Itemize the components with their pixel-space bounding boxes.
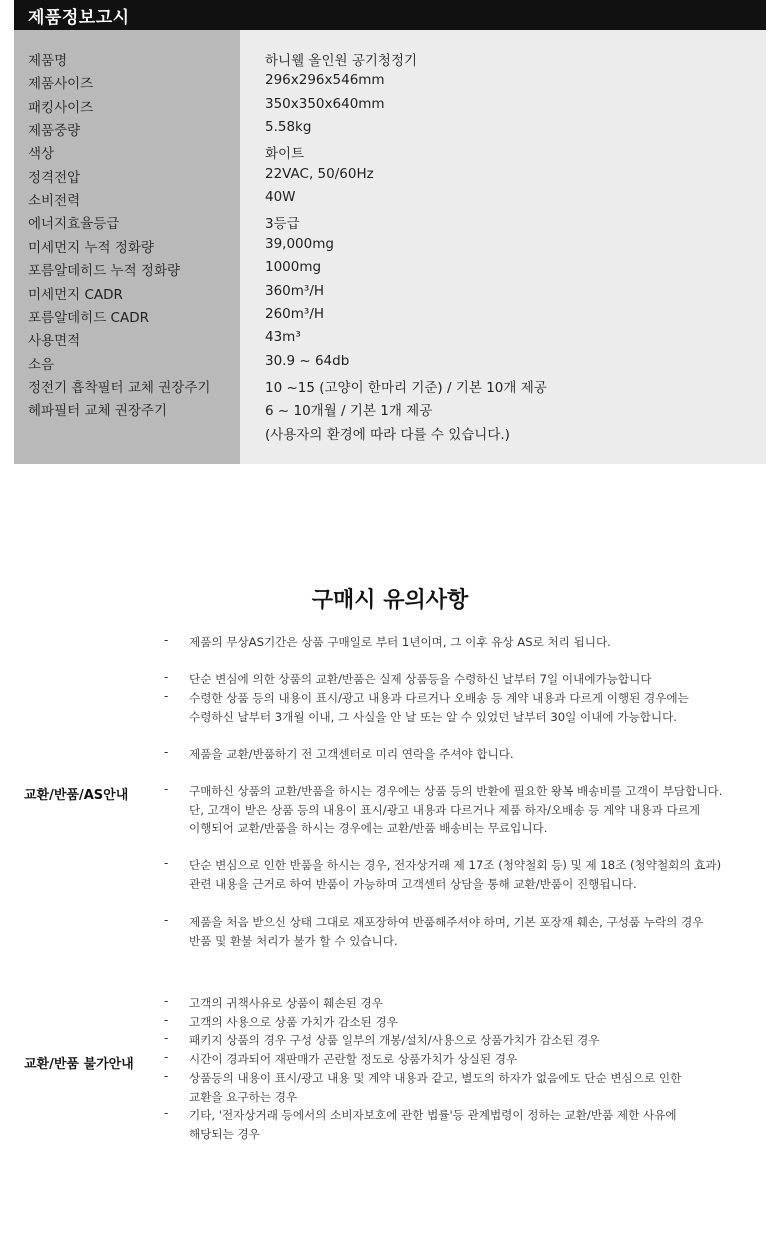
refusal-item-text (189, 1031, 769, 1050)
text-line: 이행되어 교환/반품을 하시는 경우에는 교환/반품 배송비는 무료입니다. (189, 821, 548, 835)
spec-label: 미세먼지 CADR (28, 286, 123, 303)
bullet-dash: - (164, 689, 169, 703)
spec-value: (사용자의 환경에 따라 다를 수 있습니다.) (265, 426, 510, 443)
spec-row (14, 329, 766, 352)
text-line: 해당되는 경우 (189, 1126, 260, 1141)
text-line: 단순 변심으로 인한 반품을 하시는 경우, 전자상거래 제 17조 (청약철회 등) 및 제 18조 (청약철회의 효과) (189, 858, 722, 872)
spec-label: 색상 (28, 146, 55, 163)
spec-row (14, 259, 766, 282)
spec-label: 에너지효율등급 (28, 216, 120, 233)
spec-label: 헤파필터 교체 권장주기 (28, 403, 167, 420)
bullet-dash: - (164, 1031, 169, 1045)
refusal-category-label: 교환/반품 불가안내 (24, 1057, 134, 1072)
bullet-dash: - (164, 856, 169, 870)
bullet-dash: - (164, 1069, 169, 1083)
text-line: 관련 내용을 근거로 하여 반품이 가능하며 고객센터 상담을 통해 교환/반품이 진행됩니다. (189, 876, 637, 891)
bullet-dash: - (164, 670, 169, 684)
spec-value: 22VAC, 50/60Hz (265, 165, 374, 182)
spec-value: 40W (265, 189, 296, 206)
bullet-dash: - (164, 1106, 169, 1120)
spec-row (14, 166, 766, 189)
spec-label: 소음 (28, 356, 55, 373)
text-line: 수령하신 날부터 3개월 이내, 그 사실을 안 날 또는 알 수 있었던 날부터 30일 이내에 가능합니다. (189, 709, 677, 724)
text-line: 교환을 요구하는 경우 (189, 1089, 298, 1104)
spec-value: 3등급 (265, 216, 300, 233)
spec-label: 제품중량 (28, 123, 81, 140)
spec-label: 패킹사이즈 (28, 99, 94, 116)
text-line: 패키지 상품의 경우 구성 상품 일부의 개봉/설치/사용으로 상품가치가 감소된 경우 (189, 1033, 600, 1047)
spec-value: 296x296x546mm (265, 72, 385, 89)
spec-label: 제품사이즈 (28, 76, 94, 93)
refusal-item-text (189, 994, 769, 1013)
spec-row (14, 119, 766, 142)
spec-value: 6 ~ 10개월 / 기본 1개 제공 (265, 403, 433, 420)
exchange-item-text (189, 633, 769, 652)
text-line: 단, 고객이 받은 상품 등의 내용이 표시/광고 내용과 다르거나 제품 하자/오배송 등 계약 내용과 다르게 (189, 802, 701, 817)
text-line: 수령한 상품 등의 내용이 표시/광고 내용과 다르거나 오배송 등 계약 내용과 다르게 이행된 경우에는 (189, 691, 689, 705)
bullet-dash: - (164, 782, 169, 796)
spec-row (14, 72, 766, 95)
spec-label: 미세먼지 누적 정화량 (28, 239, 154, 256)
refusal-item-text (189, 1013, 769, 1032)
text-line: 시간이 경과되어 재판매가 곤란할 정도로 상품가치가 상실된 경우 (189, 1052, 518, 1066)
exchange-item-text (189, 856, 769, 893)
spec-value: 10 ~15 (고양이 한마리 기준) / 기본 10개 제공 (265, 379, 547, 396)
notice-title: 구매시 유의사항 (311, 588, 469, 613)
bullet-dash: - (164, 913, 169, 927)
refusal-item-text (189, 1050, 769, 1069)
exchange-item-text (189, 670, 769, 689)
exchange-category-label: 교환/반품/AS안내 (24, 788, 129, 803)
spec-header-bar (14, 0, 766, 30)
refusal-item-text (189, 1106, 769, 1143)
spec-row (14, 189, 766, 212)
spec-row (14, 142, 766, 165)
spec-row (14, 376, 766, 399)
spec-value: 360m³/H (265, 282, 325, 299)
spec-row (14, 49, 766, 72)
spec-value: 260m³/H (265, 305, 325, 322)
spec-section-title: 제품정보고시 (28, 8, 130, 28)
text-line: 기타, '전자상거래 등에서의 소비자보호에 관한 법률'등 관계법령이 정하는 교환/반품 제한 사유에 (189, 1108, 677, 1122)
text-line: 고객의 사용으로 상품 가치가 감소된 경우 (189, 1015, 398, 1029)
spec-label: 포름알데히드 CADR (28, 309, 149, 326)
spec-value: 350x350x640mm (265, 95, 385, 112)
spec-value: 1000mg (265, 259, 322, 276)
text-line: 제품의 무상AS기간은 상품 구매일로 부터 1년이며, 그 이후 유상 AS로 처리 됩니다. (189, 635, 611, 649)
bullet-dash: - (164, 1013, 169, 1027)
spec-value: 30.9 ~ 64db (265, 352, 350, 369)
spec-row (14, 353, 766, 376)
spec-value: 5.58kg (265, 119, 312, 136)
text-line: 고객의 귀책사유로 상품이 훼손된 경우 (189, 996, 383, 1010)
exchange-item-text (189, 782, 769, 838)
spec-value: 39,000mg (265, 235, 334, 252)
text-line: 제품을 교환/반품하기 전 고객센터로 미리 연락을 주셔야 합니다. (189, 747, 514, 761)
spec-value: 43m³ (265, 329, 301, 346)
exchange-item-text (189, 689, 769, 726)
spec-row (14, 96, 766, 119)
spec-row (14, 236, 766, 259)
spec-value: 화이트 (265, 146, 305, 163)
spec-value: 하니웰 올인원 공기청정기 (265, 53, 418, 69)
spec-row (14, 212, 766, 235)
spec-label: 소비전력 (28, 193, 81, 210)
text-line: 단순 변심에 의한 상품의 교환/반품은 실제 상품등을 수령하신 날부터 7일 이내에가능합니다 (189, 672, 652, 686)
bullet-dash: - (164, 1050, 169, 1064)
refusal-item-text (189, 1069, 769, 1106)
bullet-dash: - (164, 745, 169, 759)
spec-label: 정격전압 (28, 169, 81, 186)
exchange-item-text (189, 745, 769, 764)
bullet-dash: - (164, 633, 169, 647)
bullet-dash: - (164, 994, 169, 1008)
spec-label: 제품명 (28, 53, 68, 69)
text-line: 반품 및 환불 처리가 불가 할 수 있습니다. (189, 933, 398, 948)
text-line: 제품을 처음 받으신 상태 그대로 재포장하여 반품해주셔야 하며, 기본 포장재 훼손, 구성품 누락의 경우 (189, 915, 704, 929)
spec-label: 포름알데히드 누적 정화량 (28, 263, 181, 280)
exchange-item-text (189, 913, 769, 950)
spec-row (14, 423, 766, 446)
spec-table (14, 30, 766, 464)
spec-row (14, 399, 766, 422)
spec-label: 정전기 흡착필터 교체 권장주기 (28, 379, 211, 396)
text-line: 상품등의 내용이 표시/광고 내용 및 계약 내용과 같고, 별도의 하자가 없음에도 단순 변심으로 인한 (189, 1071, 682, 1085)
spec-row (14, 283, 766, 306)
spec-label: 사용면적 (28, 333, 81, 350)
spec-row (14, 306, 766, 329)
text-line: 구매하신 상품의 교환/반품을 하시는 경우에는 상품 등의 반환에 필요한 왕복 배송비를 고객이 부담합니다. (189, 784, 723, 798)
